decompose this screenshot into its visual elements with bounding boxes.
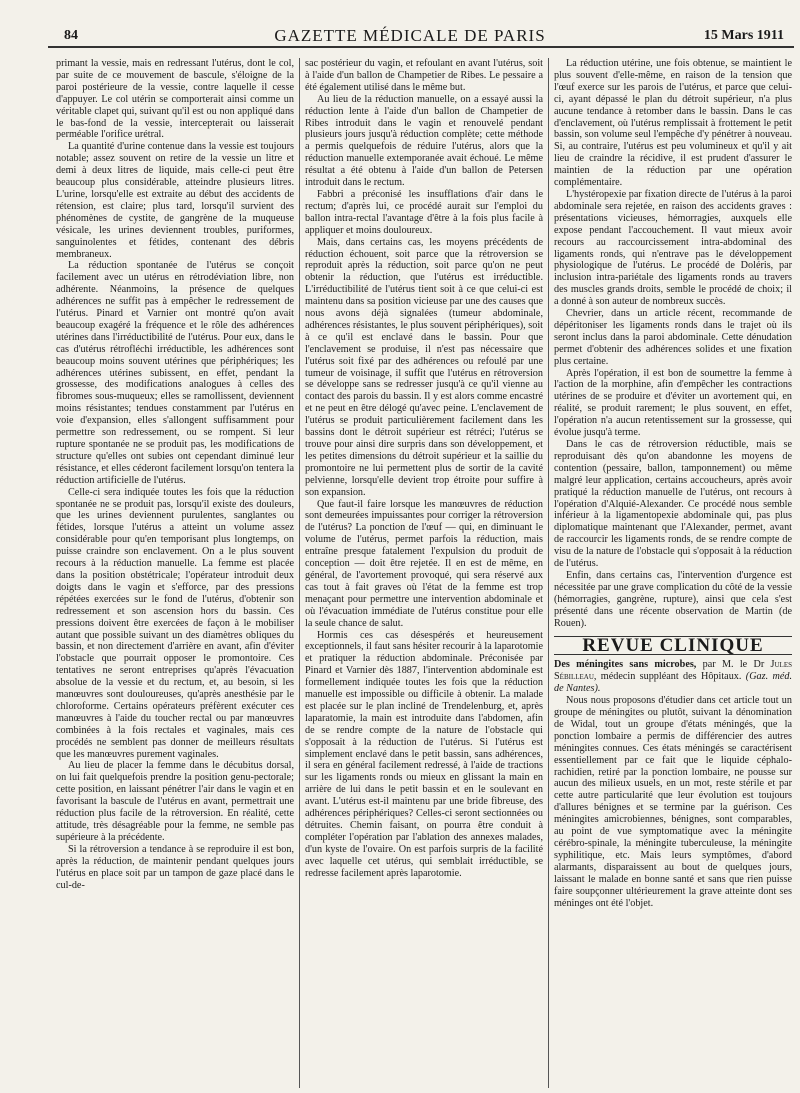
paragraph: Enfin, dans certains cas, l'intervention d'urgence est nécessitée par une grave complication du côté de la vessie (hémorragies, gangrène, rupture), ainsi que cela s'est présenté dans une récente observation de Martin (de Rouen). [554,569,792,629]
article-title: Des méningites sans microbes, [554,659,697,671]
column-3 [554,58,792,1088]
article-author: Jules Sébilleau [554,659,792,683]
paragraph: La quantité d'urine contenue dans la vessie est toujours notable; assez souvent on retire de la vessie un litre et demi à deux litres de liquide, mais celle-ci peut être beaucoup plus considérable, atteindre plusieurs litres. L'urine, lorsqu'elle est extraite au début des accidents de rétension, est claire; plus tard, lorsqu'il survient des phénomènes de cystite, de gangrène de la muqueuse vésicale, les urines deviennent troubles, puriformes, sanguinolentes et fétides, contenant des débris membraneux. [56,141,294,260]
header-rule [48,46,794,48]
paragraph: Au lieu de la réduction manuelle, on a essayé aussi la réduction lente à l'aide d'un ballon de Champetier de Ribes introduit dans le vagin et renouvelé pendant plusieurs jours jusqu'à réduction complète; cette méthode a permis quelquefois de réduire l'utérus, alors que la réduction manuelle extemporanée avait échoué. Le même résultat a été obtenu à l'aide d'un ballon de Petersen introduit dans le rectum. [305,93,543,189]
page-header [30,22,790,46]
column-3-paragraphs [554,58,792,630]
paragraph: sac postérieur du vagin, et refoulant en avant l'utérus, soit à l'aide d'un ballon de Champetier de Ribes. Le pessaire a été également utilisé dans le même but. [305,58,543,93]
paragraph: primant la vessie, mais en redressant l'utérus, dont le col, par suite de ce mouvement de bascule, s'éloigne de la paroi postérieure de la vessie, contre laquelle il cesse d'appuyer. Le col utérin se comporterait ainsi comme un véritable clapet qui, suivant qu'il est ou non appliqué dans le bas-fond de la vessie, intercepterait ou laisserait perméable l'orifice urétral. [56,58,294,141]
section-rubric: REVUE CLINIQUE [554,636,792,656]
paragraph: La réduction utérine, une fois obtenue, se maintient le plus souvent d'elle-même, en raison de la tension que l'œuf exerce sur les parois de l'utérus, et parce que celui-ci, ayant dépassé le plan du détroit supérieur, n'a plus aucune tendance à retomber dans le bassin. Dans le cas d'enclavement, où l'utérus remplissait à frottement le petit bassin, son volume seul l'empêche d'y pénétrer à nouveau. Si, au contraire, l'utérus est peu volumineux et qu'il y ait lieu de craindre la récidive, il est prudent d'assurer le maintien de la réduction par une opération complémentaire. [554,58,792,189]
article-heading [554,659,792,695]
paragraph: Chevrier, dans un article récent, recommande de dépéritoniser les ligaments ronds dans le trajet où ils seront inclus dans la paroi abdominale. Cette dénudation permet d'obtenir des adhérences solides et une fixation plus certaine. [554,308,792,367]
paragraph: La réduction spontanée de l'utérus se conçoit facilement avec un utérus en rétrodéviation libre, non adhérente. Néanmoins, la présence de quelques adhérences ne suffit pas à empêcher le redressement de l'utérus. Pinard et Varnier ont montré qu'on avait beaucoup exagéré la fréquence et le rôle des adhérences utérines dans l'irréductibilité de l'utérus. Pour eux, dans le cas d'utérus rétrofléchi irréductible, les adhérences sont beaucoup moins souvent utérines que périphériques; les adhérences utérines subissent, en effet, pendant la grossesse, des modifications analogues à celles des fibromes sous-muqueux; elles se ramollissent, deviennent moins résistantes; tendues constamment par l'utérus en voie d'expansion, elles s'allongent suffisamment pour permettre son redressement, ou se rompent. Si leur rupture spontanée ne se produit pas, les modifications de structure qu'elles ont subies ont cependant diminué leur résistance, et elles céderont facilement lorsqu'on tentera la réduction artificielle de l'utérus. [56,260,294,486]
article-paragraph: Nous nous proposons d'étudier dans cet article tout un groupe de méningites ou plutôt, suivant la dénomination de Widal, tout un groupe d'états méningés, que la ponction lombaire a permis de différencier des autres méningites connues. Ces états méningés se caractérisent essentiellement par ce fait que le liquide céphalo-rachidien, retiré par la ponction lombaire, ne pousse sur aucun des milieux usuels, en un mot, reste stérile et par cette autre particularité que leur évolution est toujours d'allures bénignes et se termine par la guérison. Ces méningites amicrobiennes, bénignes, sont comparables, au point de vue symptomatique avec la méningite cérébro-spinale, la méningite tuberculeuse, la méningite syphilitique, etc. Mais leurs symptômes, d'abord alarmants, disparaissent au bout de quelques jours, laissant le malade en bonne santé et sans que rien puisse faire soupçonner ultérieurement la grave atteinte dont ses méninges ont été l'objet. [554,695,792,909]
column-2 [305,58,543,1088]
journal-title: GAZETTE MÉDICALE DE PARIS [274,26,546,45]
column-1 [56,58,294,1088]
paragraph: Après l'opération, il est bon de soumettre la femme à l'action de la morphine, afin d'empêcher les contractions utérines de se produire et d'éviter un avortement qui, en réalité, se produit rarement; le plus souvent, en effet, l'opération n'a aucun retentissement sur la grossesse, qui évolue jusqu'à terme. [554,367,792,439]
paragraph: Si la rétroversion a tendance à se reproduire il est bon, après la réduction, de maintenir pendant quelques jours l'utérus en place soit par un tampon de gaze placé dans le cul-de- [56,843,294,891]
article-source: (Gaz. méd. de Nantes). [554,671,792,695]
paragraph: Celle-ci sera indiquée toutes les fois que la réduction spontanée ne se produit pas, lorsqu'il existe des douleurs, que les urines deviennent purulentes, sanglantes ou fétides, lorsque l'utérus a atteint un volume assez considérable pour qu'en temporisant plus longtemps, on puisse craindre son enclavement. On a le plus souvent recours à la réduction manuelle. La femme est placée dans la position obstétricale; l'opérateur introduit deux doigts dans le vagin et s'efforce, par des pressions répétées exercées sur le fond de l'utérus, d'obtenir son redressement et son ascension hors du bassin. Ces pressions doivent être exercées de façon à le mobiliser autant que possible suivant un des diamètres obliques du bassin, et non directement d'arrière en avant, afin d'éviter l'obstacle que pourrait opposer le promontoire. Ces tentatives ne seront entreprises qu'après l'évacuation absolue de la vessie et du rectum, et, au besoin, si les manœuvres sont douloureuses, qu'après anesthésie par le chloroforme. Certains opérateurs préfèrent exécuter ces manœuvres à l'aide du toucher rectal ou par manœuvres combinées à la fois rectales et vaginales, mais ces procédés ne semblent pas donner de meilleurs résultats que les manœuvres purement vaginales. [56,486,294,760]
paragraph: Hormis ces cas désespérés et heureusement exceptionnels, il faut sans hésiter recourir à la laparotomie et pratiquer la réduction abdominale. Préconisée par Pinard et Varnier dès 1887, l'intervention abdominale est formellement indiquée toutes les fois que la réduction manuelle est impossible ou difficile à obtenir. La malade est placée sur le plan incliné de Trendelenburg, et, après laparatomie, la main est introduite dans l'abdomen, afin de se rendre compte de la nature de l'obstacle qui s'opposait à la réduction de l'utérus. Si l'utérus est simplement enclavé dans le petit bassin, sans adhérences, il sera en général facilement redressé, à l'aide de tractions sur les ligaments ronds ou mieux en glissant la main en arrière de lui dans le petit bassin et en le soulevant en avant. L'utérus est-il maintenu par une bride fibreuse, des adhérences périphériques? Celles-ci seront sectionnées ou détruites. Chemin faisant, on pourra être conduit à compléter l'opération par l'ablation des annexes malades, d'un kyste de l'ovaire. On est parfois surpris de la facilité avec laquelle cet utérus, qui semblait irréductible, se redresse facilement après laparotomie. [305,629,543,879]
paragraph: Mais, dans certains cas, les moyens précédents de réduction échouent, soit parce que la rétroversion se reproduit après la réduction, soit parce qu'on ne peut obtenir la réduction, que l'utérus est irréductible. L'irréductibilité de l'utérus tient soit à ce que celui-ci est maintenu dans sa position vicieuse par une des causes que nous avons déjà signalées (tumeur abdominale, adhérences résistantes, le plus souvent périphériques), soit à ce qu'il est enclavé dans le bassin. Pour que l'enclavement se produise, il n'est pas nécessaire que l'utérus soit fixé par des adhérences ou refoulé par une tumeur de voisinage, il suffit que l'utérus en rétroversion se développe sans se redresser jusqu'à ce qu'il vienne au contact des parois du bassin. Il y est alors comme encastré et ne peut en être délogé qu'avec peine. L'enclavement de l'utérus se produit particulièrement facilement dans les bassins dont le détroit supérieur est rétréci; l'utérus se trouve pour ainsi dire surpris dans son développement, et les petites dimensions du détroit supérieur et la saillie du promontoire ne lui permettent plus de sortir de la cavité pelvienne, lorsqu'elle devient trop étroite pour suffire à son expansion. [305,236,543,498]
paragraph: Dans le cas de rétroversion réductible, mais se reproduisant dès qu'on abandonne les moyens de contention (pessaire, ballon, tamponnement) ou même malgré leur application, certains accoucheurs, après avoir pratiqué la réduction manuelle de l'utérus, ont recours à l'opération d'Alquié-Alexander. Ce procédé nous semble inférieur à la ligamentopexie abdominale qui, pas plus diplomatique maintenant que l'Alexander, permet, avant de raccourcir les ligaments ronds, de se rendre compte de visu de la nature de l'obstacle qui s'opposait à la réduction de l'utérus. [554,439,792,570]
article-body [554,695,792,909]
paragraph: Fabbri a préconisé les insufflations d'air dans le rectum; d'après lui, ce procédé aurait sur l'emploi du ballon intra-rectal l'avantage d'être à la fois plus facile à appliquer et moins douloureux. [305,188,543,236]
article-affiliation: , médecin suppléant des Hôpitaux. [593,671,742,683]
column-separator-1 [299,58,300,1088]
issue-date: 15 Mars 1911 [703,28,784,43]
column-separator-2 [548,58,549,1088]
paragraph: Au lieu de placer la femme dans le décubitus dorsal, on lui fait quelquefois prendre la position genu-pectorale; cette position, en laissant pénétrer l'air dans le vagin et en favorisant la bascule de l'utérus en avant, permettrait une réduction plus facile de la rétroversion. En réalité, cette attitude, très désagréable pour la femme, ne semble pas supérieure à la précédente. [56,760,294,843]
article-by: par M. le Dr [696,659,771,671]
page-number: 84 [64,28,78,43]
paragraph: L'hystéropexie par fixation directe de l'utérus à la paroi abdominale sera rejetée, en raison des accidents graves : présentations vicieuses, hémorragies, auxquels elle expose pendant l'accouchement. Il vaut mieux avoir recours au raccourcissement intra-abdominal des ligaments ronds, qui n'entrave pas le développement physiologique de l'utérus. Le procédé de Doléris, par inclusion intra-pariétale des ligaments ronds au travers des muscles grands droits, semble le procédé de choix; il a donné à son auteur de nombreux succès. [554,188,792,308]
paragraph: Que faut-il faire lorsque les manœuvres de réduction sont demeurées impuissantes pour corriger la rétroversion de l'utérus? La ponction de l'œuf — qui, en diminuant le volume de l'utérus, permet parfois la réduction, mais entraîne presque fatalement l'expulsion du produit de conception — doit être rejetée. Il en est de même, en général, de l'avortement provoqué, qui sera réservé aux cas tout à fait graves où l'état de la femme est trop menaçant pour permettre une intervention abdominale et où l'évacuation immédiate de l'utérus constitue pour elle la seule chance de salut. [305,498,543,629]
